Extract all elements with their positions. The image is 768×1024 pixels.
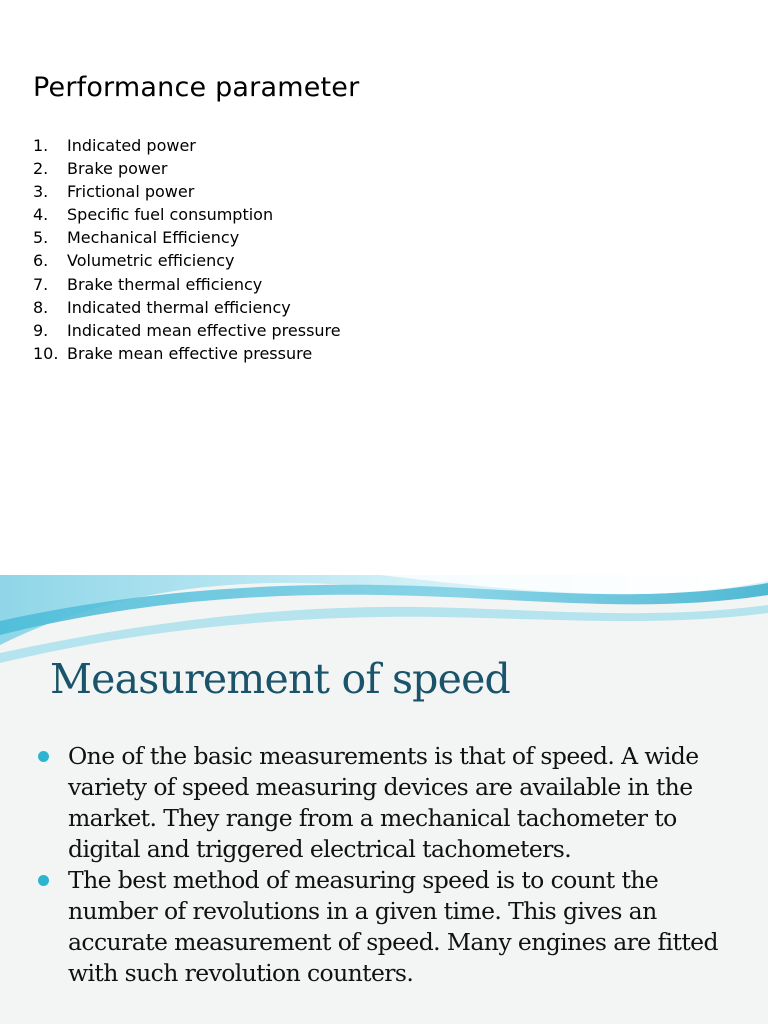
item-number: 5.	[33, 228, 49, 248]
bullet-text: One of the basic measurements is that of speed. A wide variety of speed measuring devices are available in the market. They range from a mechanical tachometer to digital and triggered electrical tachometers.	[68, 742, 699, 863]
bullet-icon	[38, 751, 49, 762]
list-item	[33, 180, 341, 203]
item-label: Specific fuel consumption	[67, 205, 274, 225]
list-item	[33, 157, 341, 180]
list-item	[33, 203, 341, 226]
item-number: 8.	[33, 297, 49, 317]
slide-measurement-of-speed	[0, 575, 768, 1024]
list-item	[30, 741, 750, 865]
item-label: Mechanical Efficiency	[67, 228, 240, 248]
item-number: 4.	[33, 205, 49, 225]
list-item	[33, 342, 341, 365]
bullet-icon	[38, 875, 49, 886]
list-item	[33, 134, 341, 157]
list-item	[33, 273, 341, 296]
item-label: Brake power	[67, 159, 168, 179]
list-item	[33, 226, 341, 249]
item-number: 6.	[33, 251, 49, 271]
parameter-list	[33, 134, 341, 365]
bullet-text: The best method of measuring speed is to count the number of revolutions in a given time. This gives an accurate measurement of speed. Many engines are fitted with such revolution counters.	[68, 866, 718, 987]
item-label: Indicated power	[67, 136, 196, 155]
item-number: 9.	[33, 320, 49, 340]
item-number: 7.	[33, 274, 49, 294]
bullet-list	[30, 741, 750, 989]
item-label: Indicated thermal efficiency	[67, 297, 291, 317]
list-item	[33, 249, 341, 272]
list-item	[33, 319, 341, 342]
item-label: Brake mean effective pressure	[67, 343, 313, 363]
slide-title: Measurement of speed	[50, 655, 511, 703]
item-number: 2.	[33, 159, 49, 179]
item-label: Indicated mean effective pressure	[67, 320, 341, 340]
list-item	[30, 865, 750, 989]
slide-title: Performance parameter	[33, 72, 360, 103]
item-label: Volumetric efficiency	[67, 251, 235, 271]
item-label: Frictional power	[67, 182, 195, 202]
item-number: 10.	[33, 343, 59, 363]
list-item	[33, 296, 341, 319]
item-label: Brake thermal efficiency	[67, 274, 263, 294]
item-number: 1.	[33, 136, 49, 155]
item-number: 3.	[33, 182, 49, 202]
